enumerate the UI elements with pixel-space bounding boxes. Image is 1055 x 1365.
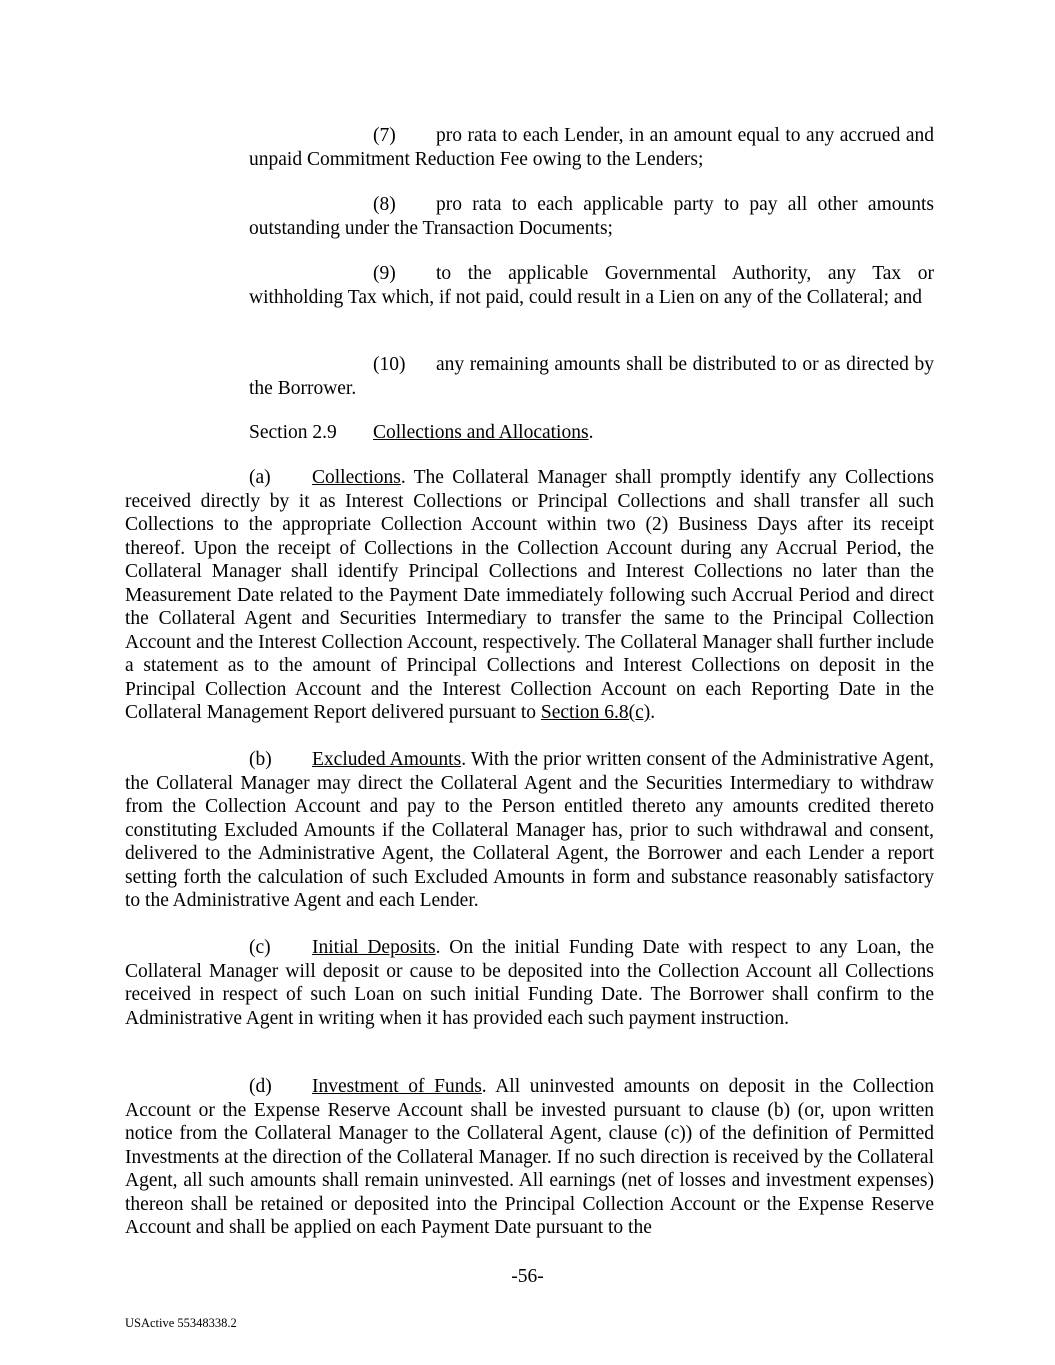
item-number: (8) [373, 194, 396, 215]
paragraph-b [125, 748, 934, 913]
paragraph-label: (d) [249, 1076, 272, 1097]
paragraph-body: . The Collateral Manager shall promptly identify any Collections received directly by it as Interest Collections or Principal Collections and shall transfer all such Collections to the appropriate Collection Account within two (2) Business Days after its receipt thereof. Upon the receipt of Collections in the Collection Account during any Accrual Period, the Collateral Manager shall identify Principal Collections and Interest Collections no later than the Measurement Date related to the Payment Date immediately following such Accrual Period and direct the Collateral Agent and Securities Intermediary to transfer the same to the Principal Collection Account and the Interest Collection Account, respectively. The Collateral Manager shall further include a statement as to the amount of Principal Collections and Interest Collections on deposit in the Principal Collection Account and the Interest Collection Account on each Reporting Date in the Collateral Management Report delivered pursuant to [125, 467, 934, 723]
paragraph-heading: Investment of Funds [312, 1076, 482, 1097]
list-item-10 [249, 353, 934, 400]
item-number: (10) [373, 354, 406, 375]
item-text: pro rata to each applicable party to pay all other amounts outstanding under the Transaction Documents; [249, 194, 934, 239]
item-text: pro rata to each Lender, in an amount equal to any accrued and unpaid Commitment Reduction Fee owing to the Lenders; [249, 125, 934, 170]
paragraph-body: . With the prior written consent of the Administrative Agent, the Collateral Manager may direct the Collateral Agent and the Securities Intermediary to withdraw from the Collection Account and pay to the Person entitled thereto any amounts credited thereto constituting Excluded Amounts if the Collateral Manager has, prior to such withdrawal and consent, delivered to the Administrative Agent, the Collateral Agent, the Borrower and each Lender a report setting forth the calculation of such Excluded Amounts in form and substance reasonably satisfactory to the Administrative Agent and each Lender. [125, 749, 935, 911]
list-item-7 [249, 124, 934, 171]
document-footer-id: USActive 55348338.2 [125, 1316, 237, 1330]
paragraph-body: . All uninvested amounts on deposit in the Collection Account or the Expense Reserve Account shall be invested pursuant to clause (b) (or, upon written notice from the Collateral Manager to the Collateral Agent, clause (c)) of the definition of Permitted Investments at the direction of the Collateral Manager. If no such direction is received by the Collateral Agent, all such amounts shall remain uninvested. All earnings (net of losses and investment expenses) thereon shall be retained or deposited into the Principal Collection Account or the Expense Reserve Account and shall be applied on each Payment Date pursuant to the [125, 1076, 934, 1238]
page-number: -56- [511, 1266, 544, 1287]
paragraph-label: (c) [249, 937, 271, 958]
item-text: to the applicable Governmental Authority, any Tax or withholding Tax which, if not paid, could result in a Lien on any of the Collateral; and [249, 263, 934, 308]
paragraph-d [125, 1075, 934, 1240]
item-number: (9) [373, 263, 396, 284]
section-number: Section 2.9 [249, 422, 337, 443]
item-text: any remaining amounts shall be distributed to or as directed by the Borrower. [249, 354, 934, 399]
paragraph-tail: . [650, 702, 656, 723]
paragraph-label: (b) [249, 749, 272, 770]
paragraph-heading: Initial Deposits [312, 937, 436, 958]
paragraph-heading: Collections [312, 467, 401, 488]
paragraph-body: . On the initial Funding Date with respect to any Loan, the Collateral Manager will deposit or cause to be deposited into the Collection Account all Collections received in respect of such Loan on such initial Funding Date. The Borrower shall confirm to the Administrative Agent in writing when it has provided each such payment instruction. [125, 937, 934, 1029]
list-item-9 [249, 262, 934, 309]
section-heading [249, 421, 934, 445]
paragraph-a [125, 466, 934, 725]
paragraph-c [125, 936, 934, 1030]
section-title-end: . [588, 422, 594, 443]
section-title: Collections and Allocations [373, 422, 589, 443]
paragraph-heading: Excluded Amounts [312, 749, 462, 770]
item-number: (7) [373, 125, 396, 146]
list-item-8 [249, 193, 934, 240]
paragraph-label: (a) [249, 467, 271, 488]
section-reference-link[interactable]: Section 6.8(c) [540, 702, 651, 723]
